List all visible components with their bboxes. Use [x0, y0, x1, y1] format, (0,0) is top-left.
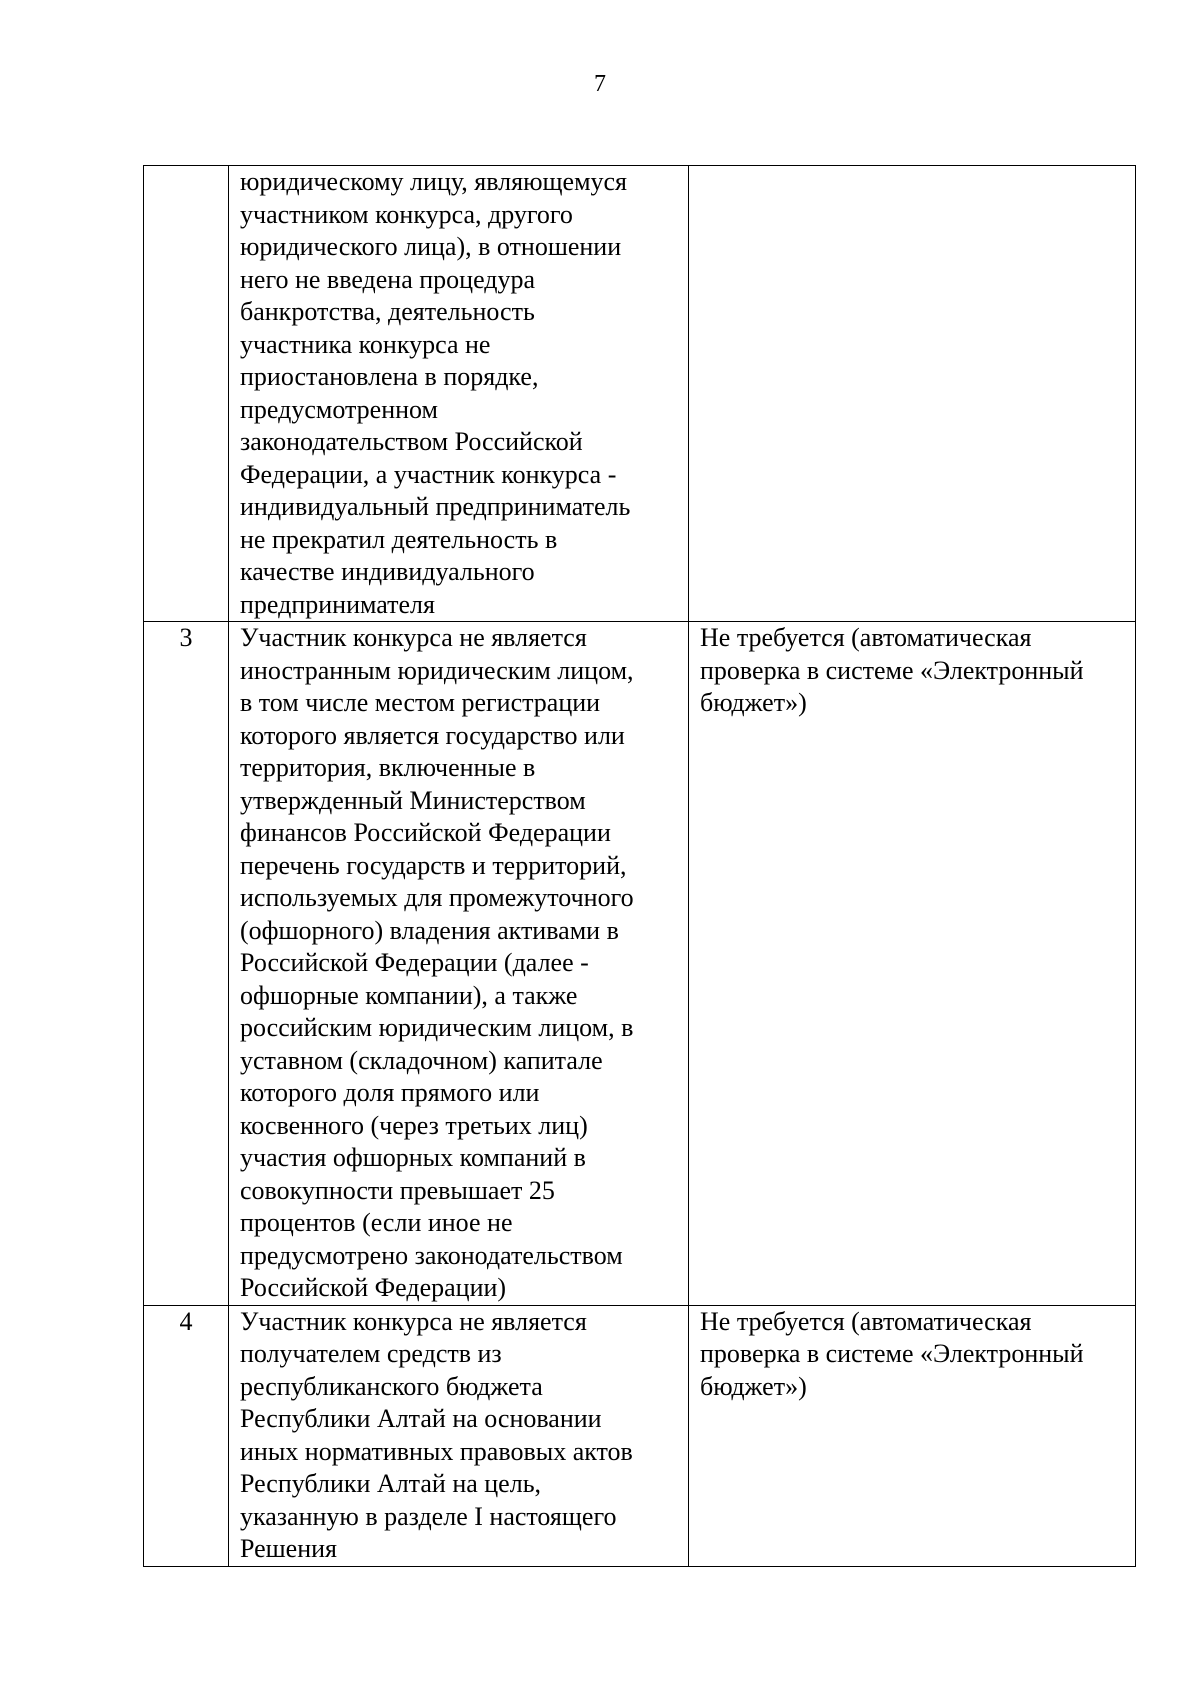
row-number: 4 [179, 1306, 193, 1336]
row-number-cell [144, 166, 229, 622]
requirement-text: Участник конкурса не является иностранным юридическим лицом, в том числе местом регистрации которого является государство или территория, включенные в утвержденный Министерством финансов Российской Федерации перечень государств и территорий, используемых для промежуточного (офшорного) владения активами в Российской Федерации (далее - офшорные компании), а также российским юридическим лицом, в уставном (складочном) капитале которого доля прямого или косвенного (через третьих лиц) участия офшорных компаний в совокупности превышает 25 процентов (если иное не предусмотрено законодательством Российской Федерации) [240, 623, 634, 1302]
table-row [144, 166, 1136, 622]
requirement-cell [229, 622, 689, 1306]
row-number-cell [144, 1305, 229, 1566]
table-row [144, 622, 1136, 1306]
documents-cell [689, 1305, 1136, 1566]
documents-text: Не требуется (автоматическая проверка в системе «Электронный бюджет») [700, 1306, 1084, 1401]
table-row [144, 1305, 1136, 1566]
row-number-cell [144, 622, 229, 1306]
documents-cell [689, 622, 1136, 1306]
requirement-cell [229, 166, 689, 622]
documents-text: Не требуется (автоматическая проверка в системе «Электронный бюджет») [700, 623, 1084, 717]
requirements-table [143, 165, 1136, 1567]
requirement-text: Участник конкурса не является получателем средств из республиканского бюджета Республики Алтай на основании иных нормативных правовых актов Республики Алтай на цель, указанную в разделе I настоящего Решения [240, 1306, 633, 1563]
requirement-cell [229, 1305, 689, 1566]
row-number: 3 [179, 623, 193, 652]
documents-cell [689, 166, 1136, 622]
page-number: 7 [594, 71, 606, 97]
requirement-text: юридическому лицу, являющемуся участником конкурса, другого юридического лица), в отношении него не введена процедура банкротства, деятельность участника конкурса не приостановлена в порядке, предусмотренном законодательством Российской Федерации, а участник конкурса - индивидуальный предприниматель не прекратил деятельность в качестве индивидуального предпринимателя [240, 167, 631, 619]
